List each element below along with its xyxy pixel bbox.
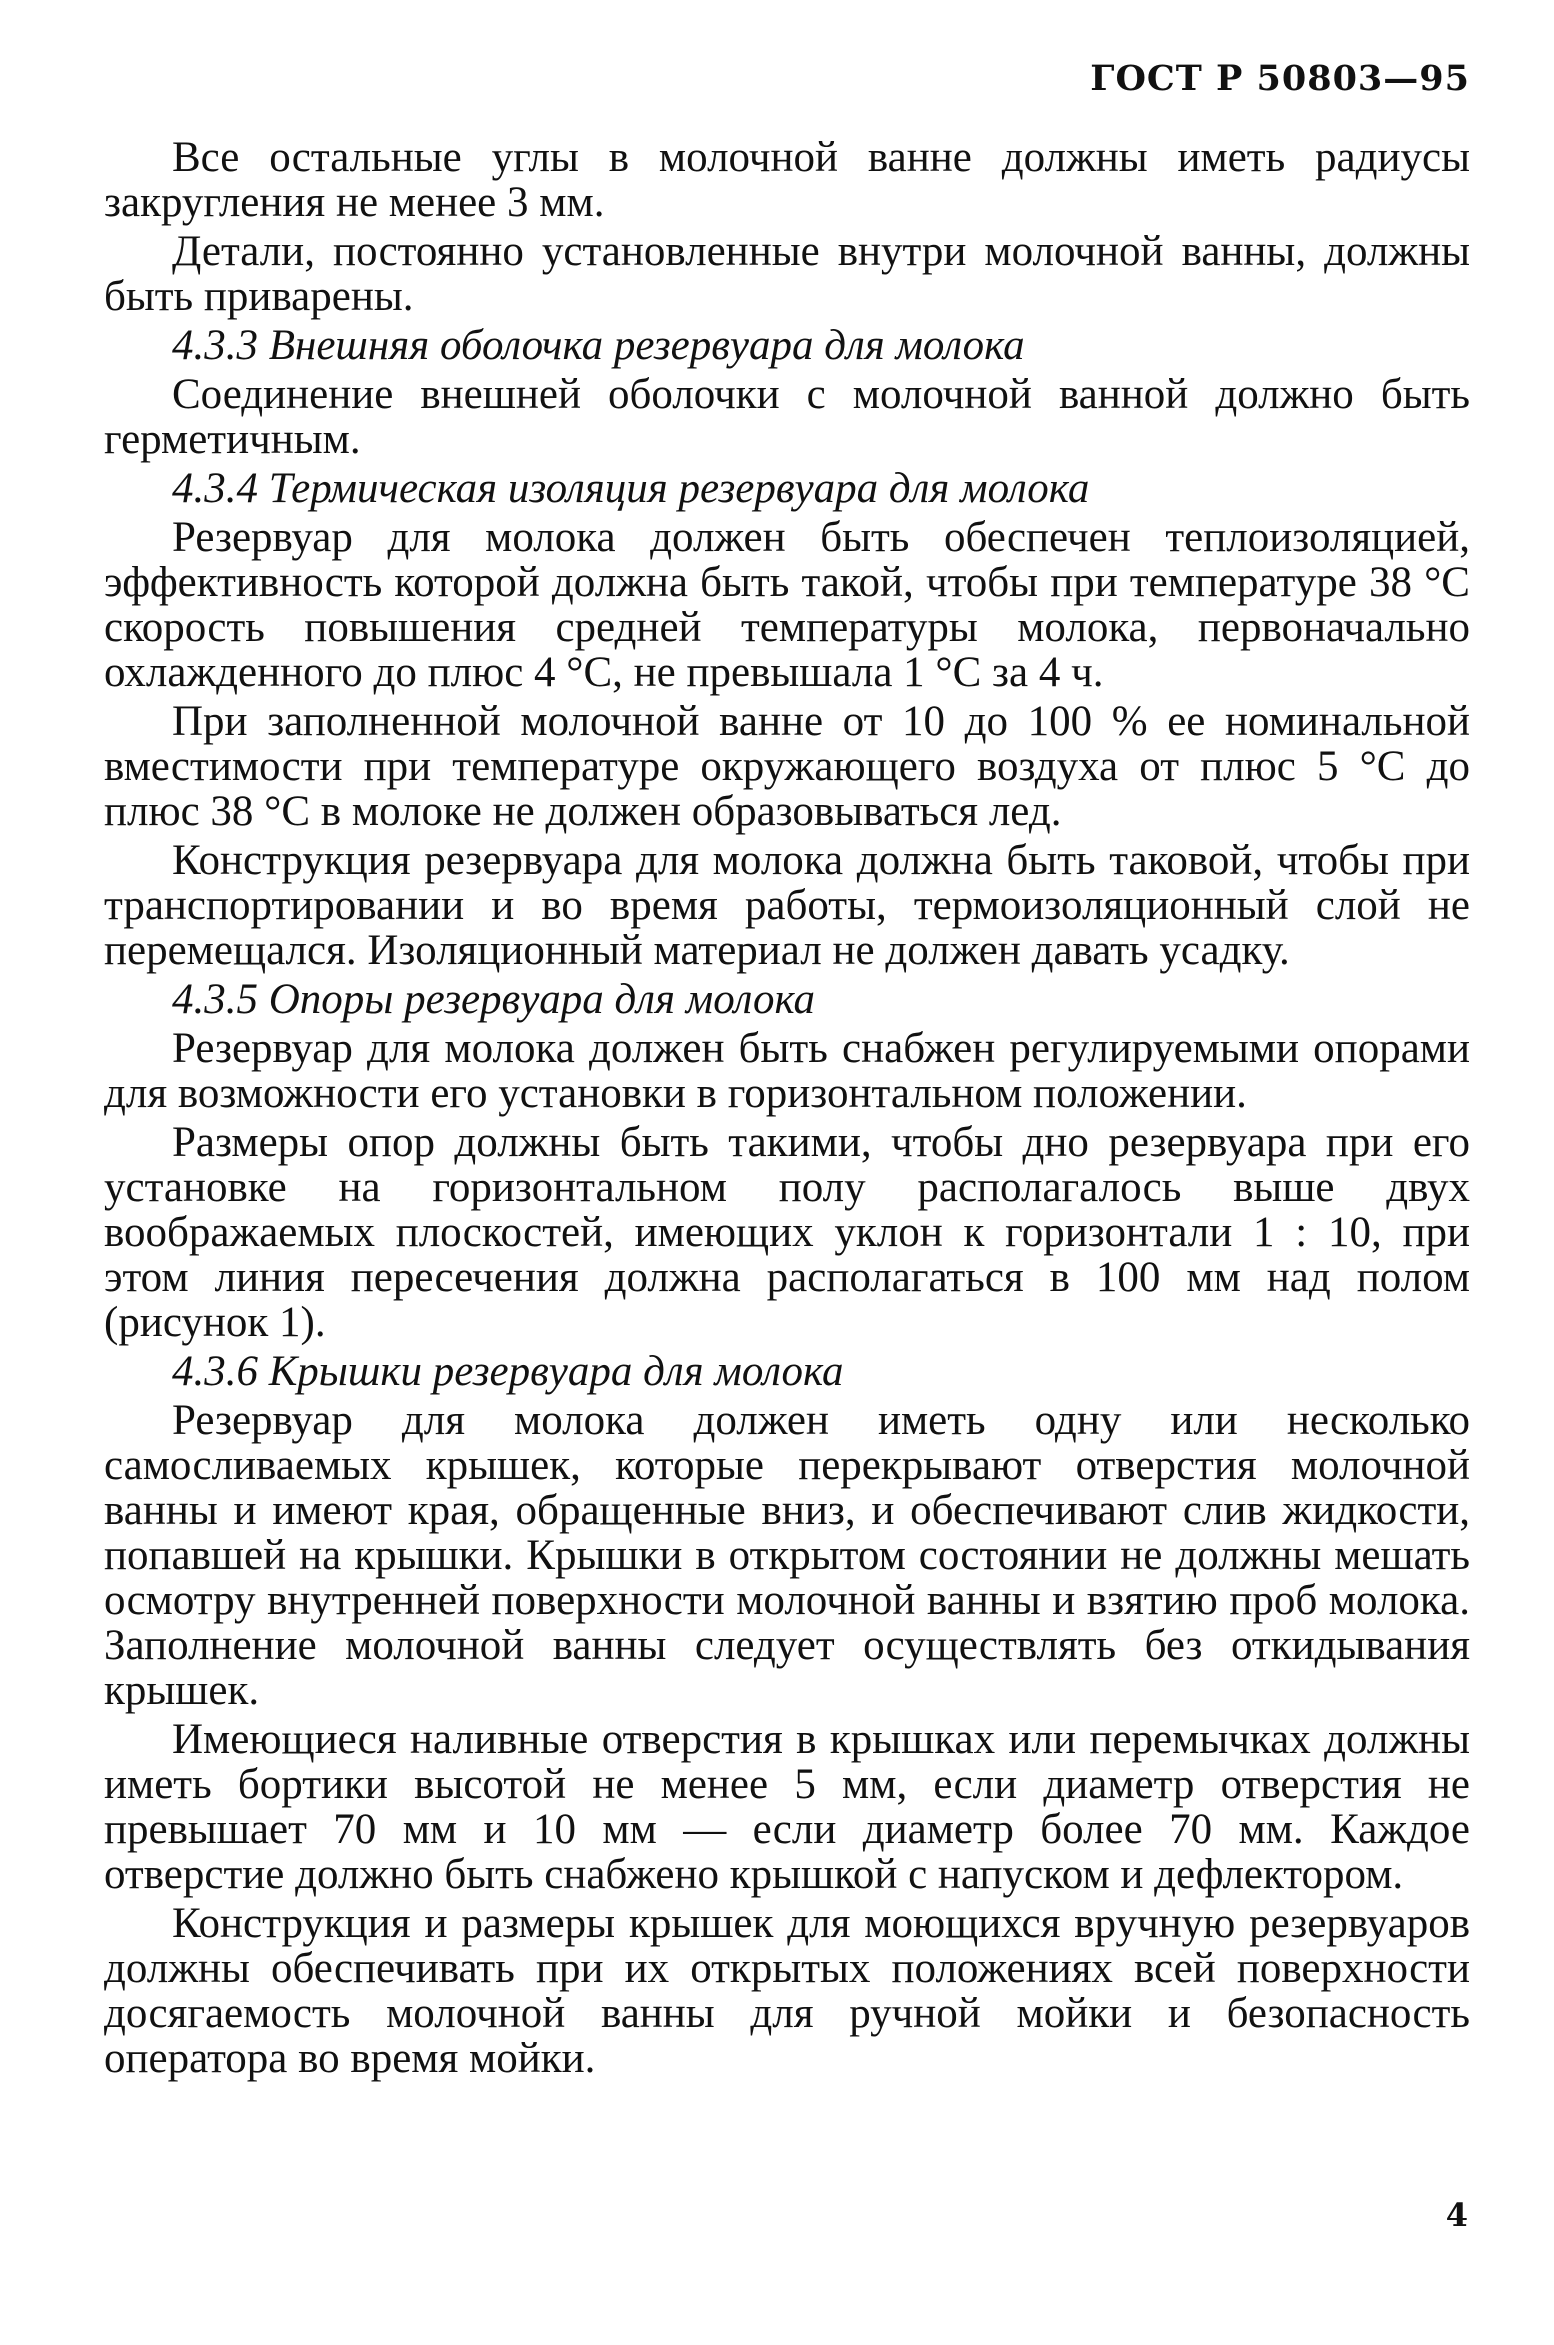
section-heading-4-3-3: 4.3.3 Внешняя оболочка резервуара для молока bbox=[172, 322, 1025, 369]
section-heading-4-3-6: 4.3.6 Крышки резервуара для молока bbox=[172, 1348, 844, 1395]
paragraph-welded-parts: Детали, постоянно установленные внутри молочной ванны, должны быть приварены. bbox=[104, 228, 1470, 320]
page-number: 4 bbox=[1445, 2196, 1468, 2234]
paragraph-filling-openings: Имеющиеся наливные отверстия в крышках или перемычках должны иметь бортики высотой не менее 5 мм, если диаметр отверстия не превышает 70 мм и 10 мм — если диаметр более 70 мм. Каждое отверстие должно быть снабжено крышкой с напуском и дефлектором. bbox=[104, 1716, 1470, 1898]
document-body bbox=[104, 135, 1470, 2081]
section-heading-4-3-5: 4.3.5 Опоры резервуара для молока bbox=[172, 976, 815, 1023]
paragraph-lids: Резервуар для молока должен иметь одну или несколько самосливаемых крышек, которые перекрывают отверстия молочной ванны и имеют края, обращенные вниз, и обеспечивают слив жидкости, попавшей на крышки. Крышки в открытом состоянии не должны мешать осмотру внутренней поверхности молочной ванны и взятию проб молока. Заполнение молочной ванны следует осуществлять без откидывания крышек. bbox=[104, 1397, 1470, 1714]
paragraph-thermal-insulation: Резервуар для молока должен быть обеспечен теплоизоляцией, эффективность которой должна быть такой, чтобы при температуре 38 °С скорость повышения средней температуры молока, первоначально охлажденного до плюс 4 °С, не превышала 1 °С за 4 ч. bbox=[104, 514, 1470, 696]
paragraph-insulation-layer: Конструкция резервуара для молока должна быть таковой, чтобы при транспортировании и во время работы, термоизоляционный слой не перемещался. Изоляционный материал не должен давать усадку. bbox=[104, 837, 1470, 974]
paragraph-corner-radii: Все остальные углы в молочной ванне должны иметь радиусы закругления не менее 3 мм. bbox=[104, 134, 1470, 226]
paragraph-no-ice: При заполненной молочной ванне от 10 до 100 % ее номинальной вместимости при температуре окружающего воздуха от плюс 5 °С до плюс 38 °С в молоке не должен образовываться лед. bbox=[104, 698, 1470, 835]
paragraph-outer-shell: Соединение внешней оболочки с молочной ванной должно быть герметичным. bbox=[104, 371, 1470, 463]
section-heading-4-3-4: 4.3.4 Термическая изоляция резервуара для молока bbox=[172, 465, 1090, 512]
paragraph-manual-wash-lids: Конструкция и размеры крышек для моющихся вручную резервуаров должны обеспечивать при их открытых положениях всей поверхности досягаемость молочной ванны для ручной мойки и безопасность оператора во время мойки. bbox=[104, 1900, 1470, 2082]
paragraph-support-dimensions: Размеры опор должны быть такими, чтобы дно резервуара при его установке на горизонтальном полу располагалось выше двух воображаемых плоскостей, имеющих уклон к горизонтали 1 : 10, при этом линия пересечения должна располагаться в 100 мм над полом (рисунок 1). bbox=[104, 1119, 1470, 1346]
standard-code-header: ГОСТ Р 50803—95 bbox=[1090, 58, 1470, 99]
paragraph-adjustable-supports: Резервуар для молока должен быть снабжен регулируемыми опорами для возможности его установки в горизонтальном положении. bbox=[104, 1025, 1470, 1117]
